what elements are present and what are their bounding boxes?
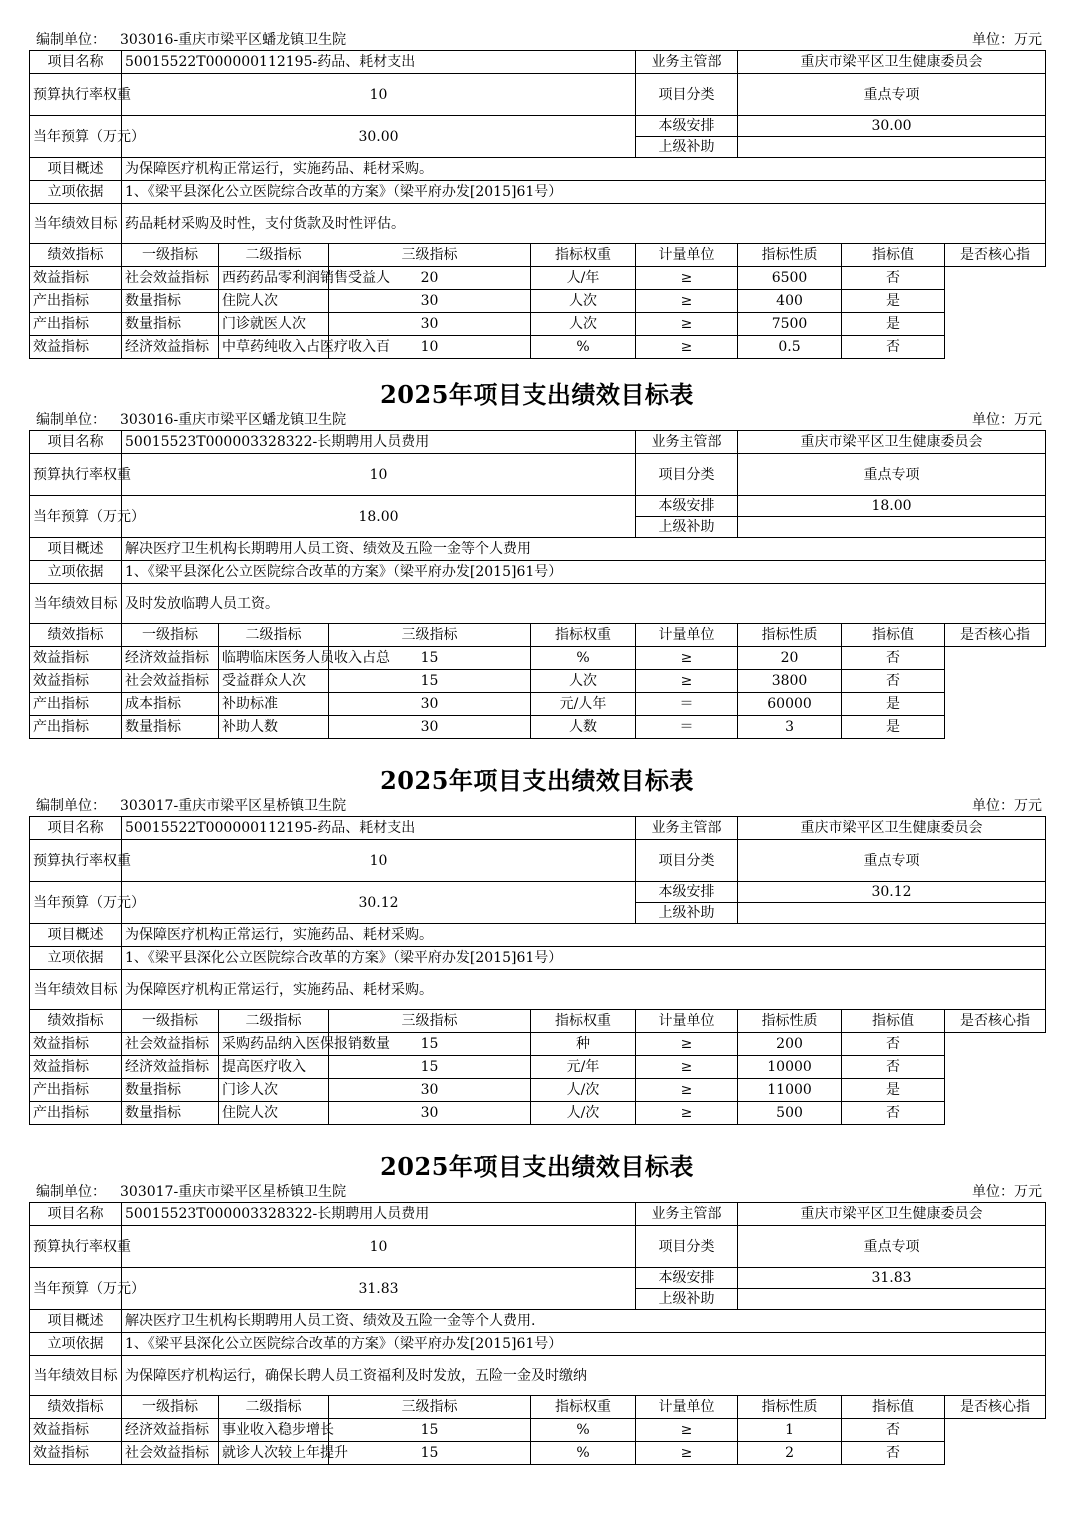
budget-label: 当年预算（万元） [30,116,122,158]
overview-label: 项目概述 [30,924,122,947]
category-label: 项目分类 [636,454,738,496]
col-unit: 计量单位 [636,244,738,267]
indicator-level3: 受益群众人次 [219,670,329,693]
project-name-value: 50015523T000003328322-长期聘用人员费用 [122,1203,636,1226]
compiling-unit-value: 303016-重庆市梁平区蟠龙镇卫生院 [120,32,347,48]
basis-value: 1、《梁平县深化公立医院综合改革的方案》（梁平府办发[2015]61号） [122,181,1046,204]
indicator-core: 是 [842,716,945,739]
indicator-nature: ≥ [636,290,738,313]
dept-label: 业务主管部 [636,817,738,840]
compiling-unit [36,410,346,430]
category-label: 项目分类 [636,840,738,882]
dept-label: 业务主管部 [636,51,738,74]
col-level1: 一级指标 [122,1396,219,1419]
compiling-unit-label: 编制单位： [36,798,106,814]
basis-value: 1、《梁平县深化公立医院综合改革的方案》（梁平府办发[2015]61号） [122,561,1046,584]
section-header [0,410,1074,430]
indicator-weight: 30 [329,716,531,739]
section-title: 2025年项目支出绩效目标表 [380,766,694,795]
category-value: 重点专项 [738,1226,1046,1268]
indicator-level2: 成本指标 [122,693,219,716]
indicator-level1: 产出指标 [30,1102,122,1125]
indicator-value: 6500 [738,267,842,290]
indicator-core: 否 [842,1419,945,1442]
indicator-level3: 住院人次 [219,1102,329,1125]
money-unit: 单位：万元 [972,798,1042,814]
indicator-value: 11000 [738,1079,842,1102]
goal-label: 当年绩效目标 [30,970,122,1010]
indicator-weight: 15 [329,647,531,670]
indicator-level1: 效益指标 [30,1419,122,1442]
overview-value: 为保障医疗机构正常运行，实施药品、耗材采购。 [122,924,1046,947]
col-level1: 一级指标 [122,1010,219,1033]
indicator-level2: 数量指标 [122,1079,219,1102]
performance-table [29,1202,1046,1465]
compiling-unit-label: 编制单位： [36,32,106,48]
indicator-core: 是 [842,1079,945,1102]
col-level1: 一级指标 [122,624,219,647]
overview-label: 项目概述 [30,1310,122,1333]
indicator-nature: ≥ [636,1442,738,1465]
project-name-label: 项目名称 [30,431,122,454]
col-unit: 计量单位 [636,624,738,647]
indicator-nature: ≥ [636,1056,738,1079]
col-unit: 计量单位 [636,1396,738,1419]
indicator-row [30,313,1046,336]
indicator-weight: 30 [329,1079,531,1102]
col-level2: 二级指标 [219,1010,329,1033]
indicator-value: 200 [738,1033,842,1056]
category-label: 项目分类 [636,1226,738,1268]
money-unit: 单位：万元 [972,32,1042,48]
indicator-row [30,1419,1046,1442]
indicator-nature: ＝ [636,693,738,716]
overview-value: 解决医疗卫生机构长期聘用人员工资、绩效及五险一金等个人费用 [122,538,1046,561]
budget-value: 18.00 [122,496,636,538]
project-name-value: 50015523T000003328322-长期聘用人员费用 [122,431,636,454]
indicator-row [30,1033,1046,1056]
project-name-label: 项目名称 [30,51,122,74]
indicator-value: 1 [738,1419,842,1442]
indicator-row [30,693,1046,716]
col-weight: 指标权重 [531,1010,636,1033]
indicator-row [30,267,1046,290]
indicator-core: 否 [842,670,945,693]
indicator-level2: 数量指标 [122,313,219,336]
indicator-level2: 经济效益指标 [122,1419,219,1442]
indicator-level3: 中草药纯收入占医疗收入百 [219,336,329,359]
budget-value: 30.12 [122,882,636,924]
indicator-level2: 经济效益指标 [122,1056,219,1079]
indicator-level1: 效益指标 [30,647,122,670]
category-value: 重点专项 [738,840,1046,882]
col-level2: 二级指标 [219,244,329,267]
indicator-level1: 产出指标 [30,290,122,313]
indicator-unit: % [531,336,636,359]
performance-table [29,816,1046,1125]
indicator-level2: 经济效益指标 [122,336,219,359]
performance-table-section [0,1152,1074,1465]
indicator-level2: 数量指标 [122,1102,219,1125]
indicator-level3: 就诊人次较上年提升 [219,1442,329,1465]
perf-indicator-label: 绩效指标 [30,624,122,647]
section-header [0,1182,1074,1202]
indicator-nature: ≥ [636,1033,738,1056]
col-level2: 二级指标 [219,624,329,647]
indicator-weight: 15 [329,1419,531,1442]
indicator-core: 否 [842,1056,945,1079]
indicator-nature: ≥ [636,647,738,670]
section-title: 2025年项目支出绩效目标表 [380,380,694,409]
col-weight: 指标权重 [531,244,636,267]
col-core: 是否核心指 [945,1010,1046,1033]
performance-table [29,430,1046,739]
basis-label: 立项依据 [30,1333,122,1356]
budget-value: 31.83 [122,1268,636,1310]
upper-value [738,137,1046,158]
local-label: 本级安排 [636,116,738,137]
dept-value: 重庆市梁平区卫生健康委员会 [738,51,1046,74]
indicator-nature: ≥ [636,1419,738,1442]
indicator-row [30,670,1046,693]
indicator-value: 400 [738,290,842,313]
project-name-label: 项目名称 [30,1203,122,1226]
perf-indicator-label: 绩效指标 [30,1010,122,1033]
indicator-unit: 人/次 [531,1102,636,1125]
project-name-label: 项目名称 [30,817,122,840]
compiling-unit [36,796,346,816]
indicator-core: 否 [842,1033,945,1056]
indicator-level3: 补助标准 [219,693,329,716]
col-value: 指标值 [842,244,945,267]
indicator-value: 3 [738,716,842,739]
indicator-row [30,1079,1046,1102]
compiling-unit [36,30,346,50]
exec-weight-label: 预算执行率权重 [30,840,122,882]
overview-label: 项目概述 [30,158,122,181]
indicator-row [30,716,1046,739]
local-label: 本级安排 [636,1268,738,1289]
indicator-value: 7500 [738,313,842,336]
indicator-level1: 效益指标 [30,1033,122,1056]
indicator-weight: 20 [329,267,531,290]
col-core: 是否核心指 [945,624,1046,647]
dept-value: 重庆市梁平区卫生健康委员会 [738,1203,1046,1226]
indicator-unit: 人次 [531,670,636,693]
indicator-nature: ≥ [636,267,738,290]
budget-label: 当年预算（万元） [30,882,122,924]
goal-label: 当年绩效目标 [30,584,122,624]
local-label: 本级安排 [636,882,738,903]
col-level3: 三级指标 [329,1010,531,1033]
exec-weight-label: 预算执行率权重 [30,1226,122,1268]
col-nature: 指标性质 [738,624,842,647]
basis-label: 立项依据 [30,947,122,970]
indicator-level3: 西药药品零利润销售受益人 [219,267,329,290]
indicator-row [30,290,1046,313]
goal-value: 及时发放临聘人员工资。 [122,584,1046,624]
indicator-weight: 30 [329,290,531,313]
indicator-unit: 人/次 [531,1079,636,1102]
indicator-value: 0.5 [738,336,842,359]
upper-label: 上级补助 [636,1289,738,1310]
indicator-level2: 社会效益指标 [122,1033,219,1056]
indicator-level1: 效益指标 [30,1056,122,1079]
budget-value: 30.00 [122,116,636,158]
col-level1: 一级指标 [122,244,219,267]
local-value: 31.83 [738,1268,1046,1289]
exec-weight-label: 预算执行率权重 [30,454,122,496]
col-weight: 指标权重 [531,1396,636,1419]
indicator-unit: 人次 [531,290,636,313]
upper-label: 上级补助 [636,137,738,158]
exec-weight-label: 预算执行率权重 [30,74,122,116]
local-value: 30.12 [738,882,1046,903]
indicator-value: 10000 [738,1056,842,1079]
col-level2: 二级指标 [219,1396,329,1419]
indicator-level1: 效益指标 [30,336,122,359]
local-label: 本级安排 [636,496,738,517]
performance-table-section [0,30,1074,359]
indicator-level2: 数量指标 [122,290,219,313]
indicator-core: 是 [842,313,945,336]
local-value: 18.00 [738,496,1046,517]
indicator-core: 否 [842,647,945,670]
col-nature: 指标性质 [738,244,842,267]
indicator-level3: 门诊人次 [219,1079,329,1102]
indicator-level2: 经济效益指标 [122,647,219,670]
indicator-value: 2 [738,1442,842,1465]
indicator-nature: ≥ [636,1079,738,1102]
indicator-level1: 产出指标 [30,716,122,739]
performance-table-section [0,380,1074,739]
upper-value [738,903,1046,924]
section-header [0,30,1074,50]
category-label: 项目分类 [636,74,738,116]
money-unit: 单位：万元 [972,412,1042,428]
goal-label: 当年绩效目标 [30,1356,122,1396]
col-level3: 三级指标 [329,1396,531,1419]
indicator-level1: 效益指标 [30,670,122,693]
exec-weight-value: 10 [122,454,636,496]
budget-label: 当年预算（万元） [30,496,122,538]
indicator-nature: ≥ [636,670,738,693]
upper-label: 上级补助 [636,903,738,924]
indicator-row [30,1442,1046,1465]
indicator-weight: 15 [329,1033,531,1056]
exec-weight-value: 10 [122,1226,636,1268]
indicator-unit: 人次 [531,313,636,336]
category-value: 重点专项 [738,74,1046,116]
compiling-unit-label: 编制单位： [36,412,106,428]
indicator-unit: 人数 [531,716,636,739]
basis-value: 1、《梁平县深化公立医院综合改革的方案》（梁平府办发[2015]61号） [122,947,1046,970]
indicator-weight: 10 [329,336,531,359]
indicator-row [30,1056,1046,1079]
col-level3: 三级指标 [329,624,531,647]
compiling-unit-value: 303017-重庆市梁平区星桥镇卫生院 [120,798,347,814]
indicator-core: 否 [842,336,945,359]
compiling-unit [36,1182,346,1202]
compiling-unit-value: 303016-重庆市梁平区蟠龙镇卫生院 [120,412,347,428]
project-name-value: 50015522T000000112195-药品、耗材支出 [122,51,636,74]
indicator-unit: 种 [531,1033,636,1056]
indicator-level2: 社会效益指标 [122,1442,219,1465]
indicator-unit: 人/年 [531,267,636,290]
upper-value [738,1289,1046,1310]
col-value: 指标值 [842,1010,945,1033]
compiling-unit-value: 303017-重庆市梁平区星桥镇卫生院 [120,1184,347,1200]
overview-value: 为保障医疗机构正常运行，实施药品、耗材采购。 [122,158,1046,181]
col-core: 是否核心指 [945,244,1046,267]
perf-indicator-label: 绩效指标 [30,244,122,267]
performance-table [29,50,1046,359]
perf-indicator-label: 绩效指标 [30,1396,122,1419]
indicator-value: 3800 [738,670,842,693]
indicator-row [30,647,1046,670]
category-value: 重点专项 [738,454,1046,496]
indicator-core: 否 [842,267,945,290]
indicator-nature: ≥ [636,1102,738,1125]
indicator-core: 是 [842,290,945,313]
indicator-unit: 元/人年 [531,693,636,716]
project-name-value: 50015522T000000112195-药品、耗材支出 [122,817,636,840]
indicator-level3: 补助人数 [219,716,329,739]
exec-weight-value: 10 [122,840,636,882]
goal-label: 当年绩效目标 [30,204,122,244]
dept-label: 业务主管部 [636,431,738,454]
budget-label: 当年预算（万元） [30,1268,122,1310]
indicator-nature: ≥ [636,336,738,359]
indicator-level3: 提高医疗收入 [219,1056,329,1079]
indicator-weight: 15 [329,670,531,693]
indicator-weight: 30 [329,693,531,716]
indicator-level1: 产出指标 [30,313,122,336]
indicator-weight: 15 [329,1442,531,1465]
indicator-level3: 住院人次 [219,290,329,313]
col-nature: 指标性质 [738,1396,842,1419]
upper-label: 上级补助 [636,517,738,538]
goal-value: 为保障医疗机构运行，确保长聘人员工资福利及时发放，五险一金及时缴纳 [122,1356,1046,1396]
indicator-level3: 门诊就医人次 [219,313,329,336]
exec-weight-value: 10 [122,74,636,116]
indicator-weight: 30 [329,1102,531,1125]
overview-label: 项目概述 [30,538,122,561]
indicator-unit: 元/年 [531,1056,636,1079]
indicator-level1: 产出指标 [30,693,122,716]
col-level3: 三级指标 [329,244,531,267]
indicator-level1: 效益指标 [30,1442,122,1465]
indicator-value: 500 [738,1102,842,1125]
indicator-level3: 临聘临床医务人员收入占总 [219,647,329,670]
basis-label: 立项依据 [30,181,122,204]
indicator-nature: ≥ [636,313,738,336]
section-header [0,796,1074,816]
col-nature: 指标性质 [738,1010,842,1033]
indicator-level2: 社会效益指标 [122,670,219,693]
indicator-level2: 社会效益指标 [122,267,219,290]
goal-value: 为保障医疗机构正常运行，实施药品、耗材采购。 [122,970,1046,1010]
money-unit: 单位：万元 [972,1184,1042,1200]
indicator-level1: 效益指标 [30,267,122,290]
indicator-unit: % [531,1442,636,1465]
overview-value: 解决医疗卫生机构长期聘用人员工资、绩效及五险一金等个人费用. [122,1310,1046,1333]
performance-table-section [0,766,1074,1125]
goal-value: 药品耗材采购及时性，支付货款及时性评估。 [122,204,1046,244]
col-value: 指标值 [842,624,945,647]
indicator-core: 否 [842,1442,945,1465]
compiling-unit-label: 编制单位： [36,1184,106,1200]
basis-label: 立项依据 [30,561,122,584]
indicator-unit: % [531,647,636,670]
indicator-weight: 30 [329,313,531,336]
section-title: 2025年项目支出绩效目标表 [380,1152,694,1181]
dept-value: 重庆市梁平区卫生健康委员会 [738,431,1046,454]
indicator-row [30,1102,1046,1125]
indicator-value: 60000 [738,693,842,716]
indicator-level3: 采购药品纳入医保报销数量 [219,1033,329,1056]
local-value: 30.00 [738,116,1046,137]
indicator-row [30,336,1046,359]
indicator-level1: 产出指标 [30,1079,122,1102]
col-value: 指标值 [842,1396,945,1419]
indicator-level2: 数量指标 [122,716,219,739]
col-weight: 指标权重 [531,624,636,647]
dept-value: 重庆市梁平区卫生健康委员会 [738,817,1046,840]
basis-value: 1、《梁平县深化公立医院综合改革的方案》（梁平府办发[2015]61号） [122,1333,1046,1356]
indicator-level3: 事业收入稳步增长 [219,1419,329,1442]
col-core: 是否核心指 [945,1396,1046,1419]
indicator-nature: ＝ [636,716,738,739]
indicator-value: 20 [738,647,842,670]
indicator-weight: 15 [329,1056,531,1079]
indicator-core: 否 [842,1102,945,1125]
upper-value [738,517,1046,538]
dept-label: 业务主管部 [636,1203,738,1226]
indicator-core: 是 [842,693,945,716]
indicator-unit: % [531,1419,636,1442]
col-unit: 计量单位 [636,1010,738,1033]
